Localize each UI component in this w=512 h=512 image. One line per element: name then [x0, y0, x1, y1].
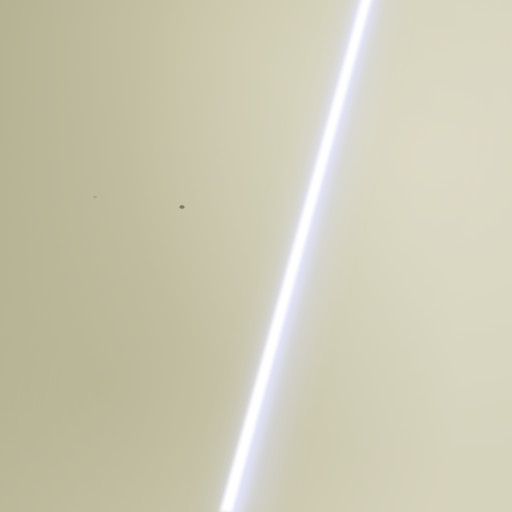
wall-speck-faint: [93, 196, 97, 199]
wall-speck: [179, 205, 184, 209]
